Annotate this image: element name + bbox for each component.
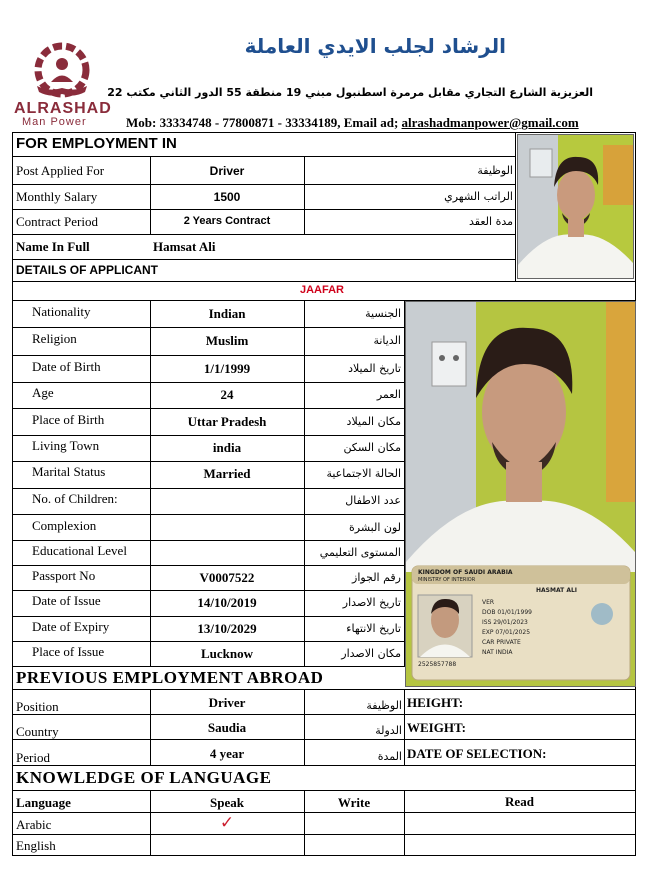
education-label: Educational Level: [32, 543, 127, 558]
post-value: Driver: [209, 164, 245, 178]
religion-value: Muslim: [205, 333, 249, 348]
religion-label-arabic: الديانة: [373, 334, 401, 347]
living-town-value: india: [212, 440, 242, 455]
id-card-header-2: MINISTRY OF INTERIOR: [418, 577, 476, 583]
contract-label-arabic: مدة العقد: [469, 215, 513, 228]
company-title-arabic: الرشاد لجلب الايدي العاملة: [244, 34, 506, 58]
children-label: No. of Children:: [32, 491, 118, 506]
place-of-birth-label: Place of Birth: [32, 412, 105, 427]
salary-label: Monthly Salary: [16, 189, 98, 204]
lang-header-write: Write: [337, 795, 371, 810]
contact-email[interactable]: alrashadmanpower@gmail.com: [401, 115, 579, 130]
place-of-issue-value: Lucknow: [200, 646, 254, 661]
nationality-label: Nationality: [32, 304, 91, 319]
date-of-expiry-value: 13/10/2029: [197, 621, 257, 636]
lang-header-read: Read: [505, 794, 534, 809]
place-of-birth-label-arabic: مكان الميلاد: [346, 415, 401, 428]
id-card-ver: VER: [482, 599, 495, 606]
contact-line: [126, 115, 579, 131]
marital-status-value: Married: [203, 466, 251, 481]
post-label-arabic: الوظيفة: [477, 164, 513, 177]
height-label: HEIGHT:: [407, 695, 464, 710]
name-value: Hamsat Ali: [153, 239, 216, 254]
living-town-label-arabic: مكان السكن: [343, 441, 401, 454]
date-of-issue-label-arabic: تاريخ الاصدار: [342, 596, 401, 609]
lang-arabic-speak-check: ✓: [219, 813, 235, 833]
dob-value: 1/1/1999: [203, 361, 251, 376]
date-of-expiry-label-arabic: تاريخ الانتهاء: [346, 622, 401, 635]
complexion-label-arabic: لون البشرة: [349, 521, 401, 534]
lang-arabic-label: Arabic: [16, 817, 52, 832]
applicant-portrait-large-image: [406, 302, 635, 686]
prev-country-label-arabic: الدولة: [375, 724, 402, 737]
id-card-name: HASMAT ALI: [536, 587, 578, 594]
id-card-exp: EXP 07/01/2025: [482, 629, 531, 636]
prev-position-label: Position: [16, 699, 59, 714]
date-of-issue-value: 14/10/2019: [197, 595, 257, 610]
id-card-header: KINGDOM OF SAUDI ARABIA: [418, 569, 513, 576]
id-card-number: 2525857788: [418, 661, 457, 668]
living-town-label: Living Town: [32, 438, 100, 453]
id-card-iss: ISS 29/01/2023: [482, 619, 528, 626]
id-card-car: CAR PRIVATE: [482, 639, 521, 646]
previous-section-title: PREVIOUS EMPLOYMENT ABROAD: [16, 668, 324, 687]
agent-name: JAAFAR: [300, 284, 345, 296]
passport-no-value: V0007522: [199, 570, 255, 585]
nationality-label-arabic: الجنسية: [365, 307, 401, 320]
prev-period-label: Period: [16, 750, 50, 765]
prev-country-value: Saudia: [207, 720, 247, 735]
applicant-photo-large: [405, 301, 636, 687]
marital-status-label: Marital Status: [32, 464, 106, 479]
employment-section-title: FOR EMPLOYMENT IN: [16, 135, 177, 152]
date-of-selection-label: DATE OF SELECTION:: [407, 746, 547, 761]
prev-period-label-arabic: المدة: [377, 750, 402, 763]
lang-header-speak: Speak: [210, 795, 244, 810]
contract-label: Contract Period: [16, 214, 98, 229]
applicant-portrait-small-image: [518, 135, 633, 278]
place-of-birth-value: Uttar Pradesh: [187, 414, 267, 429]
nationality-value: Indian: [208, 306, 246, 321]
place-of-issue-label-arabic: مكان الاصدار: [341, 647, 401, 660]
lang-english-label: English: [16, 838, 56, 853]
date-of-issue-label: Date of Issue: [32, 593, 101, 608]
salary-label-arabic: الراتب الشهري: [444, 190, 513, 203]
education-label-arabic: المستوى التعليمي: [319, 546, 401, 559]
logo-sub-text: Man Power: [22, 116, 87, 128]
dob-label-arabic: تاريخ الميلاد: [348, 362, 401, 375]
dob-label: Date of Birth: [32, 359, 101, 374]
applicant-photo-small: [517, 134, 634, 279]
name-label: Name In Full: [16, 239, 90, 254]
post-label: Post Applied For: [16, 163, 105, 178]
id-card-dob: DOB 01/01/1999: [482, 609, 532, 616]
prev-position-value: Driver: [208, 695, 246, 710]
residence-id-card: [412, 566, 630, 680]
age-value: 24: [220, 387, 234, 402]
age-label: Age: [32, 385, 54, 400]
weight-label: WEIGHT:: [407, 720, 466, 735]
religion-label: Religion: [32, 331, 77, 346]
salary-value: 1500: [213, 190, 241, 204]
logo-main-text: ALRASHAD: [14, 100, 112, 117]
contract-value: 2 Years Contract: [183, 215, 271, 227]
passport-no-label-arabic: رقم الجواز: [352, 571, 401, 584]
company-address-arabic: العزيزية الشارع التجاري مقابل مرمرة اسطنبول مبني 19 منطقة 55 الدور الثاني مكتب 22: [107, 86, 593, 99]
passport-no-label: Passport No: [32, 568, 96, 583]
applicant-section-title: DETAILS OF APPLICANT: [16, 263, 158, 277]
place-of-issue-label: Place of Issue: [32, 644, 105, 659]
id-card-nat: NAT INDIA: [482, 649, 513, 656]
logo-icon: [27, 42, 97, 100]
marital-status-label-arabic: الحالة الاجتماعية: [326, 467, 401, 480]
language-section-title: KNOWLEDGE OF LANGUAGE: [16, 768, 272, 787]
prev-period-value: 4 year: [209, 746, 245, 761]
age-label-arabic: العمر: [376, 388, 401, 401]
prev-position-label-arabic: الوظيفة: [366, 699, 402, 712]
date-of-expiry-label: Date of Expiry: [32, 619, 110, 634]
complexion-label: Complexion: [32, 518, 97, 533]
children-label-arabic: عدد الاطفال: [345, 494, 401, 507]
contact-phones: Mob: 33334748 - 77800871 - 33334189, Email ad;: [126, 115, 402, 130]
prev-country-label: Country: [16, 724, 59, 739]
lang-header-language: Language: [16, 795, 71, 810]
